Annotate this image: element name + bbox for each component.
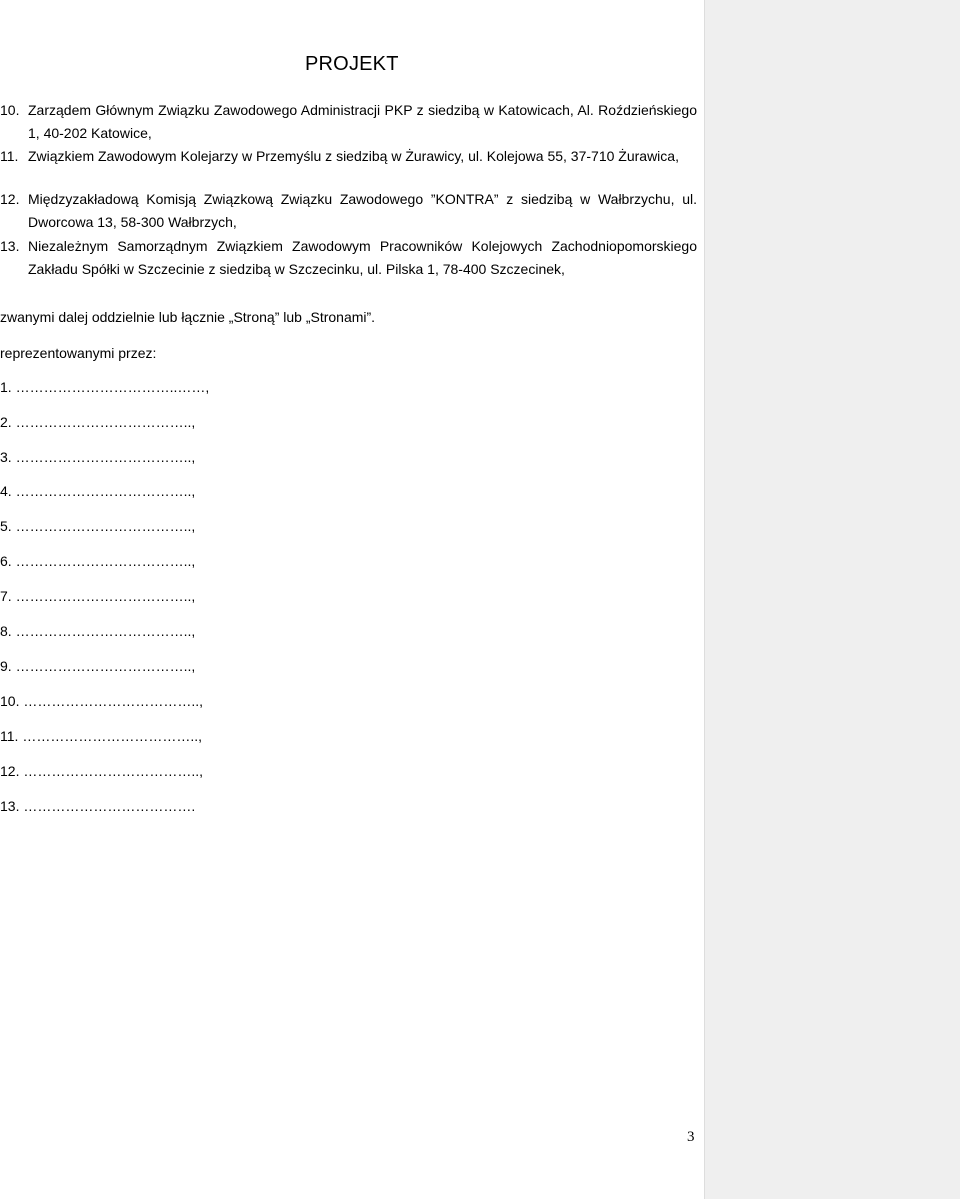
representative-line-11: 11. ……………………………….., [0,728,202,744]
represented-by-label: reprezentowanymi przez: [0,345,157,361]
representative-line-3: 3. ……………………………….., [0,449,196,465]
party-number: 11. [0,148,19,164]
party-item-12 [0,188,697,234]
representative-line-2: 2. ……………………………….., [0,414,196,430]
document-title: PROJEKT [305,53,399,75]
party-text: Związkiem Zawodowym Kolejarzy w Przemyślu z siedzibą w Żurawicy, ul. Kolejowa 55, 37-710 Żurawica, [28,148,679,164]
comment-pane [704,0,960,1199]
party-item-13 [0,235,697,281]
representative-line-9: 9. ……………………………….., [0,658,196,674]
party-number: 10. [0,102,20,118]
representative-line-5: 5. ……………………………….., [0,518,196,534]
party-text: Zarządem Głównym Związku Zawodowego Administracji PKP z siedzibą w Katowicach, Al. Roździeńskiego 1, 40-202 Katowice, [28,102,697,141]
representative-line-10: 10. ……………………………….., [0,693,204,709]
party-number: 13. [0,238,20,254]
page-number: 3 [687,1129,695,1145]
closing-text: zwanymi dalej oddzielnie lub łącznie „Stroną” lub „Stronami”. [0,309,376,325]
party-number: 12. [0,191,20,207]
party-text: Międzyzakładową Komisją Związkową Związku Zawodowego ”KONTRA” z siedzibą w Wałbrzychu, ul. Dworcowa 13, 58-300 Wałbrzych, [28,191,697,230]
representative-line-12: 12. ……………………………….., [0,763,204,779]
representative-line-6: 6. ……………………………….., [0,553,196,569]
representative-line-1: 1. ……………………………..……, [0,379,210,395]
party-item-10 [0,99,697,145]
representative-line-8: 8. ……………………………….., [0,623,196,639]
representative-line-13: 13. ………………………………. [0,798,196,814]
party-text: Niezależnym Samorządnym Związkiem Zawodowym Pracowników Kolejowych Zachodniopomorskiego Zakładu Spółki w Szczecinie z siedzibą w Szczecinku, ul. Pilska 1, 78-400 Szczecinek, [28,238,697,277]
representative-line-7: 7. ……………………………….., [0,588,196,604]
party-item-11 [0,145,697,168]
representative-line-4: 4. ……………………………….., [0,483,196,499]
